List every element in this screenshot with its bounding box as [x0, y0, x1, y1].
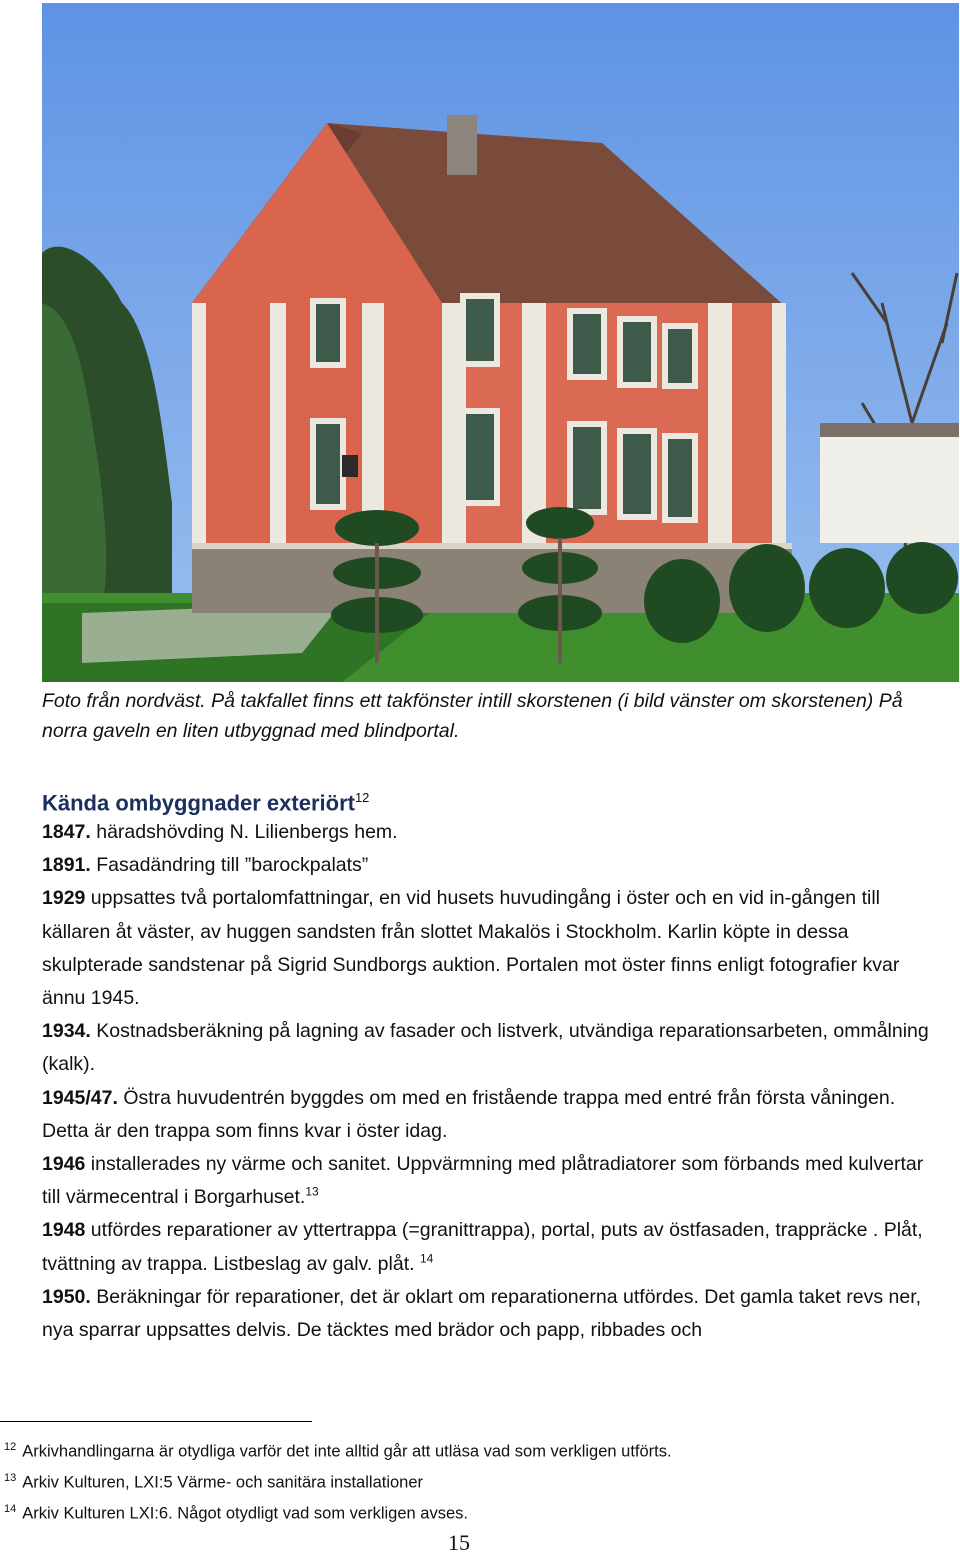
- footnote-text: Arkiv Kulturen LXI:6. Något otydligt vad som verkligen avses.: [22, 1504, 468, 1523]
- entry-1934: [42, 1015, 932, 1081]
- entry-1948: [42, 1214, 932, 1280]
- footnote-13: [4, 1465, 904, 1496]
- footnote-text: Arkiv Kulturen, LXI:5 Värme- och sanitära installationer: [22, 1473, 424, 1492]
- footnote-number: 12: [4, 1441, 17, 1453]
- entry-text: Fasadändring till ”barockpalats”: [90, 854, 369, 877]
- footnote-text: Arkivhandlingarna är otydliga varför det inte alltid går att utläsa vad som verkligen utförts.: [22, 1442, 672, 1461]
- footnote-number: 13: [4, 1472, 17, 1484]
- entry-1891: [42, 849, 932, 882]
- entry-text: Beräkningar för reparationer, det är oklart om reparationerna utfördes. Det gamla taket revs ner, nya sparrar uppsattes delvis. De täcktes med brädor och papp, ribbades och: [42, 1285, 922, 1342]
- footnote-14: [4, 1496, 904, 1527]
- entry-1950: [42, 1281, 932, 1347]
- entry-year: 1934.: [42, 1020, 91, 1043]
- footnote-ref-14: 14: [419, 1251, 434, 1266]
- page-number: 15: [448, 1530, 470, 1555]
- entry-1847: [42, 816, 932, 849]
- entry-text: Kostnadsberäkning på lagning av fasader och listverk, utvändiga reparationsarbeten, ommålning (kalk).: [42, 1020, 929, 1076]
- entry-text: uppsattes två portalomfattningar, en vid husets huvudingång i öster och en vid in-gången till källaren åt väster, av huggen sandsten från slottet Makalös i Stockholm. Karlin köpte in dessa skulpterade sandstenar på Sigrid Sundborgs auktion. Portalen mot öster finns enligt fotografier kvar ännu 1945.: [42, 887, 900, 1010]
- entry-1929: [42, 882, 932, 1015]
- entry-1946: [42, 1148, 932, 1214]
- entry-year: 1945/47.: [42, 1086, 118, 1109]
- footnote-12: [4, 1434, 904, 1465]
- footnotes: [4, 1434, 904, 1527]
- entry-year: 1950.: [42, 1285, 91, 1308]
- entry-1945-47: [42, 1082, 932, 1148]
- building-photo: [42, 3, 959, 682]
- footnote-number: 14: [4, 1503, 17, 1515]
- entry-text: Östra huvudentrén byggdes om med en fristående trappa med entré från första våningen. Detta är den trappa som finns kvar i öster idag.: [42, 1086, 896, 1142]
- section-title: Kända ombyggnader exteriört: [42, 790, 355, 816]
- body-text: [42, 816, 932, 1347]
- section-heading: [42, 783, 369, 818]
- entry-text: installerades ny värme och sanitet. Uppvärmning med plåtradiatorer som förbands med kulvertar till värmecentral i Borgarhuset.: [42, 1153, 924, 1209]
- entry-year: 1891.: [42, 854, 91, 877]
- entry-year: 1929: [42, 887, 86, 910]
- entry-text: häradshövding N. Lilienbergs hem.: [90, 821, 398, 843]
- photo-caption: Foto från nordväst. På takfallet finns ett takfönster intill skorstenen (i bild vänster om skorstenen) På norra gaveln en liten utbyggnad med blindportal.: [42, 690, 903, 742]
- footnote-separator: [0, 1421, 312, 1422]
- entry-year: 1946: [42, 1153, 86, 1176]
- entry-year: 1847.: [42, 821, 91, 843]
- entry-year: 1948: [42, 1219, 86, 1242]
- entry-text: utfördes reparationer av yttertrappa (=granittrappa), portal, puts av östfasaden, trappräcke . Plåt, tvättning av trappa. Listbeslag av galv. plåt.: [42, 1219, 923, 1275]
- footnote-ref-12: 12: [354, 790, 370, 805]
- footnote-ref-13: 13: [305, 1184, 319, 1199]
